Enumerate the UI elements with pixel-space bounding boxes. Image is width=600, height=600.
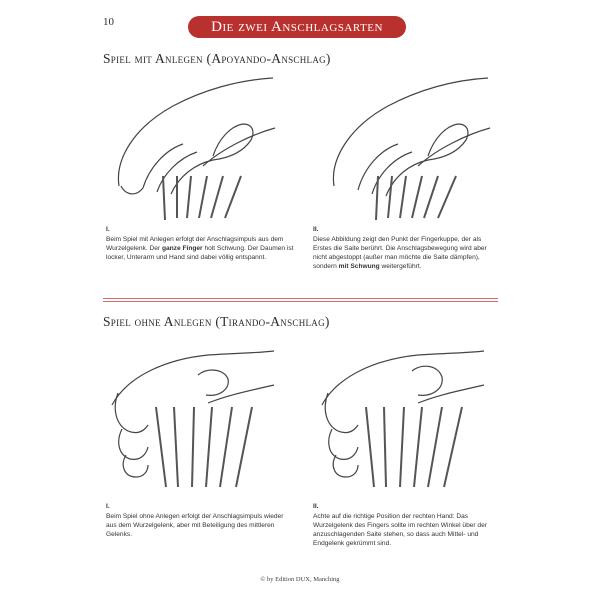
caption-text: Beim Spiel ohne Anlegen erfolgt der Anschlagsimpuls wieder aus dem Wurzelgelenk, aber mit Beteiligung des mittleren Gelenks. (106, 512, 284, 538)
hand-illustration-apoyando-2 (328, 68, 493, 226)
page-number: 10 (103, 16, 114, 28)
caption-text: Beim Spiel mit Anlegen erfolgt der Anschlagsimpuls aus dem Wurzelgelenk. Der (106, 235, 284, 252)
section-divider (103, 298, 498, 299)
caption-number: II. (313, 226, 319, 233)
section-divider (103, 301, 498, 302)
hand-illustration-tirando-1 (108, 345, 278, 495)
caption-number: I. (106, 503, 110, 510)
caption-text: Diese Abbildung zeigt den Punkt der Fingerkuppe, der als Erstes die Saite berührt. Die Anschlagsbewegung wird aber nicht abgestoppt (außer man möchte die Saite dämpfen), sondern (313, 235, 487, 270)
caption-tirando-2 (313, 503, 499, 549)
page-footer: © by Edition DUX, Manching (260, 576, 340, 583)
section-heading-tirando: Spiel ohne Anlegen (Tirando-Anschlag) (103, 314, 330, 329)
caption-text: holt Schwung. Der Daumen ist locker, Unterarm und Hand sind dabei völlig entspannt. (106, 244, 294, 261)
caption-apoyando-1 (106, 226, 294, 263)
hand-illustration-tirando-2 (318, 345, 488, 495)
caption-bold: ganze Finger (161, 244, 203, 252)
caption-text: Achte auf die richtige Position der rechten Hand: Das Wurzelgelenk des Fingers sollte im rechten Winkel über der anzuschlagenden Saite stehen, so dass auch Mittel- und Endgelenk gekrümmt sind. (313, 512, 487, 547)
section-heading-apoyando: Spiel mit Anlegen (Apoyando-Anschlag) (103, 51, 331, 66)
caption-tirando-1 (106, 503, 294, 540)
caption-text: weitergeführt. (379, 262, 422, 270)
hand-illustration-apoyando-1 (113, 68, 278, 226)
caption-number: II. (313, 503, 319, 510)
caption-bold: mit Schwung (338, 262, 380, 270)
caption-number: I. (106, 226, 110, 233)
caption-apoyando-2 (313, 226, 499, 272)
page-title: Die zwei Anschlagsarten (188, 16, 406, 38)
